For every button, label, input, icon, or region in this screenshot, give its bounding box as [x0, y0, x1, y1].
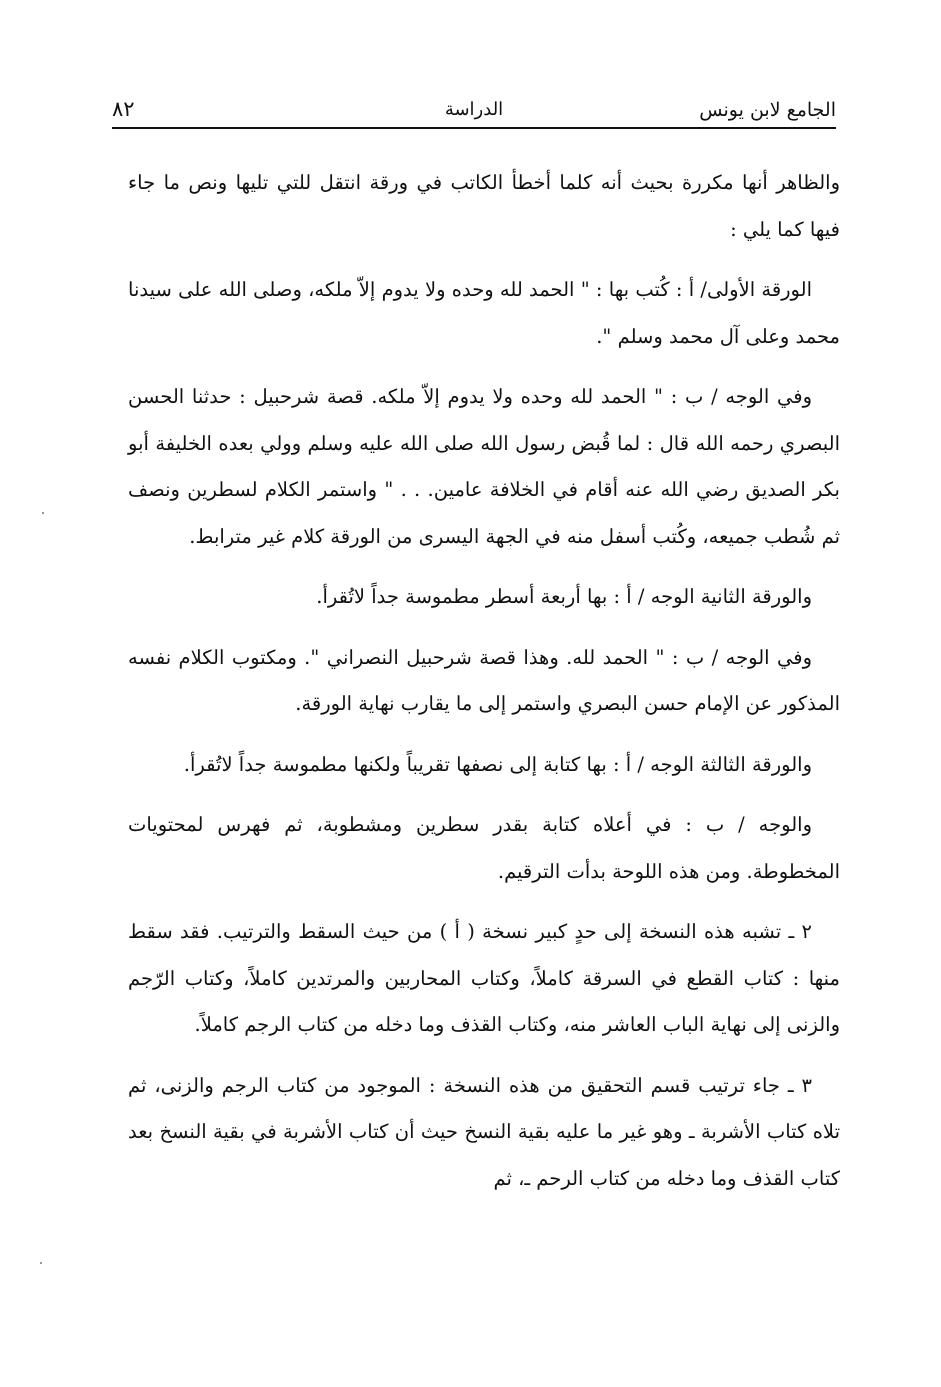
section-title: الدراسة — [444, 99, 504, 120]
paragraph: وفي الوجه / ب : " الحمد لله وحده ولا يدوم إلاّ ملكه. قصة شرحبيل : حدثنا الحسن البصري رحمه الله قال : لما قُبض رسول الله صلى الله عليه وسلم وولي بعده الخليفة أبو بكر الصديق رضي الله عنه أقام في الخلافة عامين. . . " واستمر الكلام لسطرين ونصف ثم شُطب جميعه، وكُتب أسفل منه في الجهة اليسرى من الورقة كلام غير مترابط. — [128, 385, 840, 548]
running-header — [112, 98, 836, 130]
paragraph: ٣ ـ جاء ترتيب قسم التحقيق من هذه النسخة : الموجود من كتاب الرجم والزنى، ثم تلاه كتاب الأشربة ـ وهو غير ما عليه بقية النسخ حيث أن كتاب الأشربة في بقية النسخ بعد كتاب القذف وما دخله من كتاب الرحم ـ، ثم — [128, 1073, 840, 1190]
paragraph: ٢ ـ تشبه هذه النسخة إلى حدٍ كبير نسخة ( أ ) من حيث السقط والترتيب. فقد سقط منها : كتاب القطع في السرقة كاملاً، وكتاب المحاربين والمرتدين كاملاً، وكتاب الرّجم والزنى إلى نهاية الباب العاشر منه، وكتاب القذف وما دخله من كتاب الرجم كاملاً. — [128, 920, 840, 1036]
book-title: الجامع لابن يونس — [699, 99, 836, 121]
paragraph: والظاهر أنها مكررة بحيث أنه كلما أخطأ الكاتب في ورقة انتقل للتي تليها ونص ما جاء فيها كما يلي : — [128, 171, 840, 241]
paragraph: وفي الوجه / ب : " الحمد لله. وهذا قصة شرحبيل النصراني ". ومكتوب الكلام نفسه المذكور عن الإمام حسن البصري واستمر إلى ما يقارب نهاية الورقة. — [128, 645, 840, 715]
paragraph: والوجه / ب : في أعلاه كتابة بقدر سطرين ومشطوبة، ثم فهرس لمحتويات المخطوطة. ومن هذه اللوحة بدأت الترقيم. — [128, 813, 840, 883]
page-number: ٨٢ — [112, 97, 135, 121]
scan-speck — [42, 512, 44, 514]
paragraph: الورقة الأولى/ أ : كُتب بها : " الحمد لله وحده ولا يدوم إلاّ ملكه، وصلى الله على سيدنا محمد وعلى آل محمد وسلم ". — [128, 278, 840, 348]
header-rule — [112, 127, 836, 129]
paragraph: والورقة الثالثة الوجه / أ : بها كتابة إلى نصفها تقريباً ولكنها مطموسة جداً لاتُقرأ. — [183, 752, 812, 776]
paragraph: والورقة الثانية الوجه / أ : بها أربعة أسطر مطموسة جداً لاتُقرأ. — [316, 585, 812, 608]
body-text — [128, 160, 840, 1216]
scan-speck — [40, 1262, 42, 1264]
